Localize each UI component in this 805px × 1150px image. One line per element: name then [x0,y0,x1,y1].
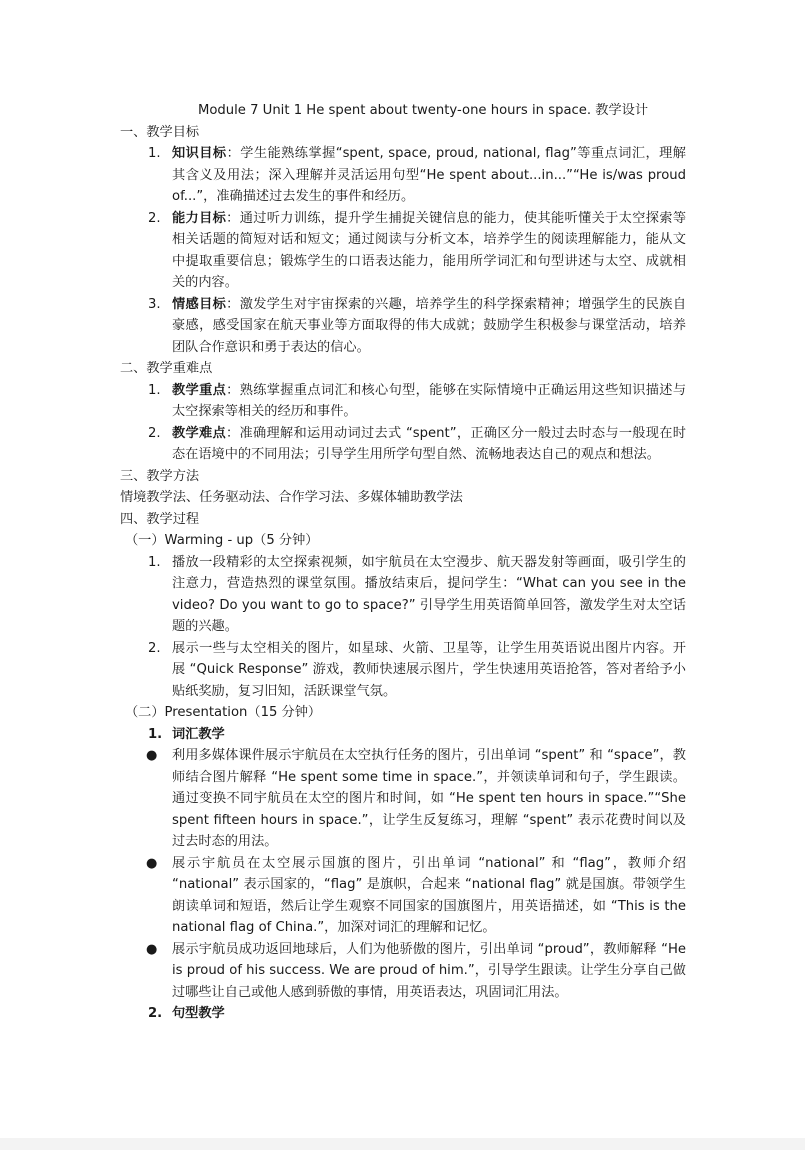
list-item [120,423,686,466]
subsection-heading-warmup: （一）Warming - up（5 分钟） [125,533,319,548]
item-text: 播放一段精彩的太空探索视频，如宇航员在太空漫步、航天器发射等画面，吸引学生的注意力，营造热烈的课堂氛围。播放结束后，提问学生：“What can you see in the video? Do you want to go to space?” 引导学生用英语简单回答，激发学生对太空话题的兴趣。 [172,554,686,634]
list-item [120,724,686,746]
bullet-icon: ● [146,748,158,763]
item-label: 知识目标 [172,146,227,161]
list-item [120,294,686,359]
item-text: ：通过听力训练，提升学生捕捉关键信息的能力，使其能听懂关于太空探索等相关话题的简短对话和短文；通过阅读与分析文本，培养学生的阅读理解能力，能从文中提取重要信息；锻炼学生的口语表达能力，能用所学词汇和句型讲述与太空、成就相关的内容。 [172,210,687,290]
list-marker: 1. [148,554,161,570]
subsection-heading-presentation: （二）Presentation（15 分钟） [125,705,322,720]
section-heading-process: 四、教学过程 [120,511,200,527]
warmup-list [120,552,686,703]
bullet-icon: ● [146,941,158,957]
list-marker: 1. [148,726,163,742]
bullet-text: 展示宇航员成功返回地球后，人们为他骄傲的图片，引出单词 “proud”，教师解释 “He is proud of his success. We are proud of him.”，引导学生跟读。让学生分享自己做过哪些让自己或他人感到骄傲的事情，用英语表达，巩固词汇用法。 [172,941,686,1000]
item-text: ：熟练掌握重点词汇和核心句型，能够在实际情境中正确运用这些知识描述与太空探索等相关的经历和事件。 [172,382,687,419]
section-heading-key-points: 二、教学重难点 [120,361,213,376]
item-label: 教学重点 [172,382,227,398]
list-marker: 3. [148,296,161,312]
list-item [120,380,686,423]
item-label: 能力目标 [172,210,227,226]
item-label: 情感目标 [172,296,227,312]
list-item [120,552,686,638]
key-points-list [120,380,686,466]
item-text: ：学生能熟练掌握“spent, space, proud, national, flag”等重点词汇，理解其含义及用法；深入理解并灵活运用句型“He spent about...in...”“He is/was proud of...”，准确描述过去发生的事件和经历。 [172,146,686,204]
item-label: 教学难点 [172,425,226,441]
bullet-text: 展示宇航员在太空展示国旗的图片，引出单词 “national” 和 “flag”，教师介绍 “national” 表示国家的，“flag” 是旗帜，合起来 “national flag” 就是国旗。带领学生朗读单词和短语，然后让学生观察不同国家的国旗图片，用英语描述，如 “This is the national flag of China.”，加深对词汇的理解和记忆。 [172,855,686,935]
item-label: 句型教学 [172,1006,225,1021]
item-text: ：准确理解和运用动词过去式 “spent”，正确区分一般过去时态与一般现在时态在语境中的不同用法；引导学生用所学句型自然、流畅地表达自己的观点和想法。 [172,425,686,462]
list-marker: 2. [148,210,161,226]
document-body [120,100,686,1025]
section-heading-methods: 三、教学方法 [120,468,200,484]
list-marker: 2. [148,425,161,441]
objectives-list [120,143,686,358]
methods-text: 情境教学法、任务驱动法、合作学习法、多媒体辅助教学法 [120,490,463,505]
bullet-icon: ● [146,855,158,871]
list-item [120,638,686,703]
list-marker: 2. [148,640,161,656]
page-title: Module 7 Unit 1 He spent about twenty-one hours in space. 教学设计 [197,103,649,118]
list-marker: 1. [148,382,161,398]
presentation-list [120,724,686,746]
list-item [120,1003,686,1025]
bullet-item [120,853,686,939]
bullet-text: 利用多媒体课件展示宇航员在太空执行任务的图片，引出单词 “spent” 和 “space”，教师结合图片解释 “He spent some time in space.”，并领读单词和句子，学生跟读。通过变换不同宇航员在太空的图片和时间，如 “He spent ten hours in space.”“She spent fifteen hours in space.”，让学生反复练习，理解 “spent” 表示花费时间以及过去时态的用法。 [172,748,686,849]
vocab-bullet-list [120,745,686,1003]
list-item [120,143,686,208]
item-text: 展示一些与太空相关的图片，如星球、火箭、卫星等，让学生用英语说出图片内容。开展 “Quick Response” 游戏，教师快速展示图片，学生快速用英语抢答，答对者给予小贴纸奖励，复习旧知，活跃课堂气氛。 [172,640,686,699]
list-marker: 1. [148,146,161,161]
presentation-list-continued [120,1003,686,1025]
item-label: 词汇教学 [172,726,225,742]
bullet-item [120,939,686,1004]
section-heading-objectives: 一、教学目标 [120,124,200,140]
bullet-item [120,745,686,853]
list-marker: 2. [148,1006,163,1021]
list-item [120,208,686,294]
item-text: ：激发学生对宇宙探索的兴趣，培养学生的科学探索精神；增强学生的民族自豪感，感受国家在航天事业等方面取得的伟大成就；鼓励学生积极参与课堂活动，培养团队合作意识和勇于表达的信心。 [172,296,687,355]
